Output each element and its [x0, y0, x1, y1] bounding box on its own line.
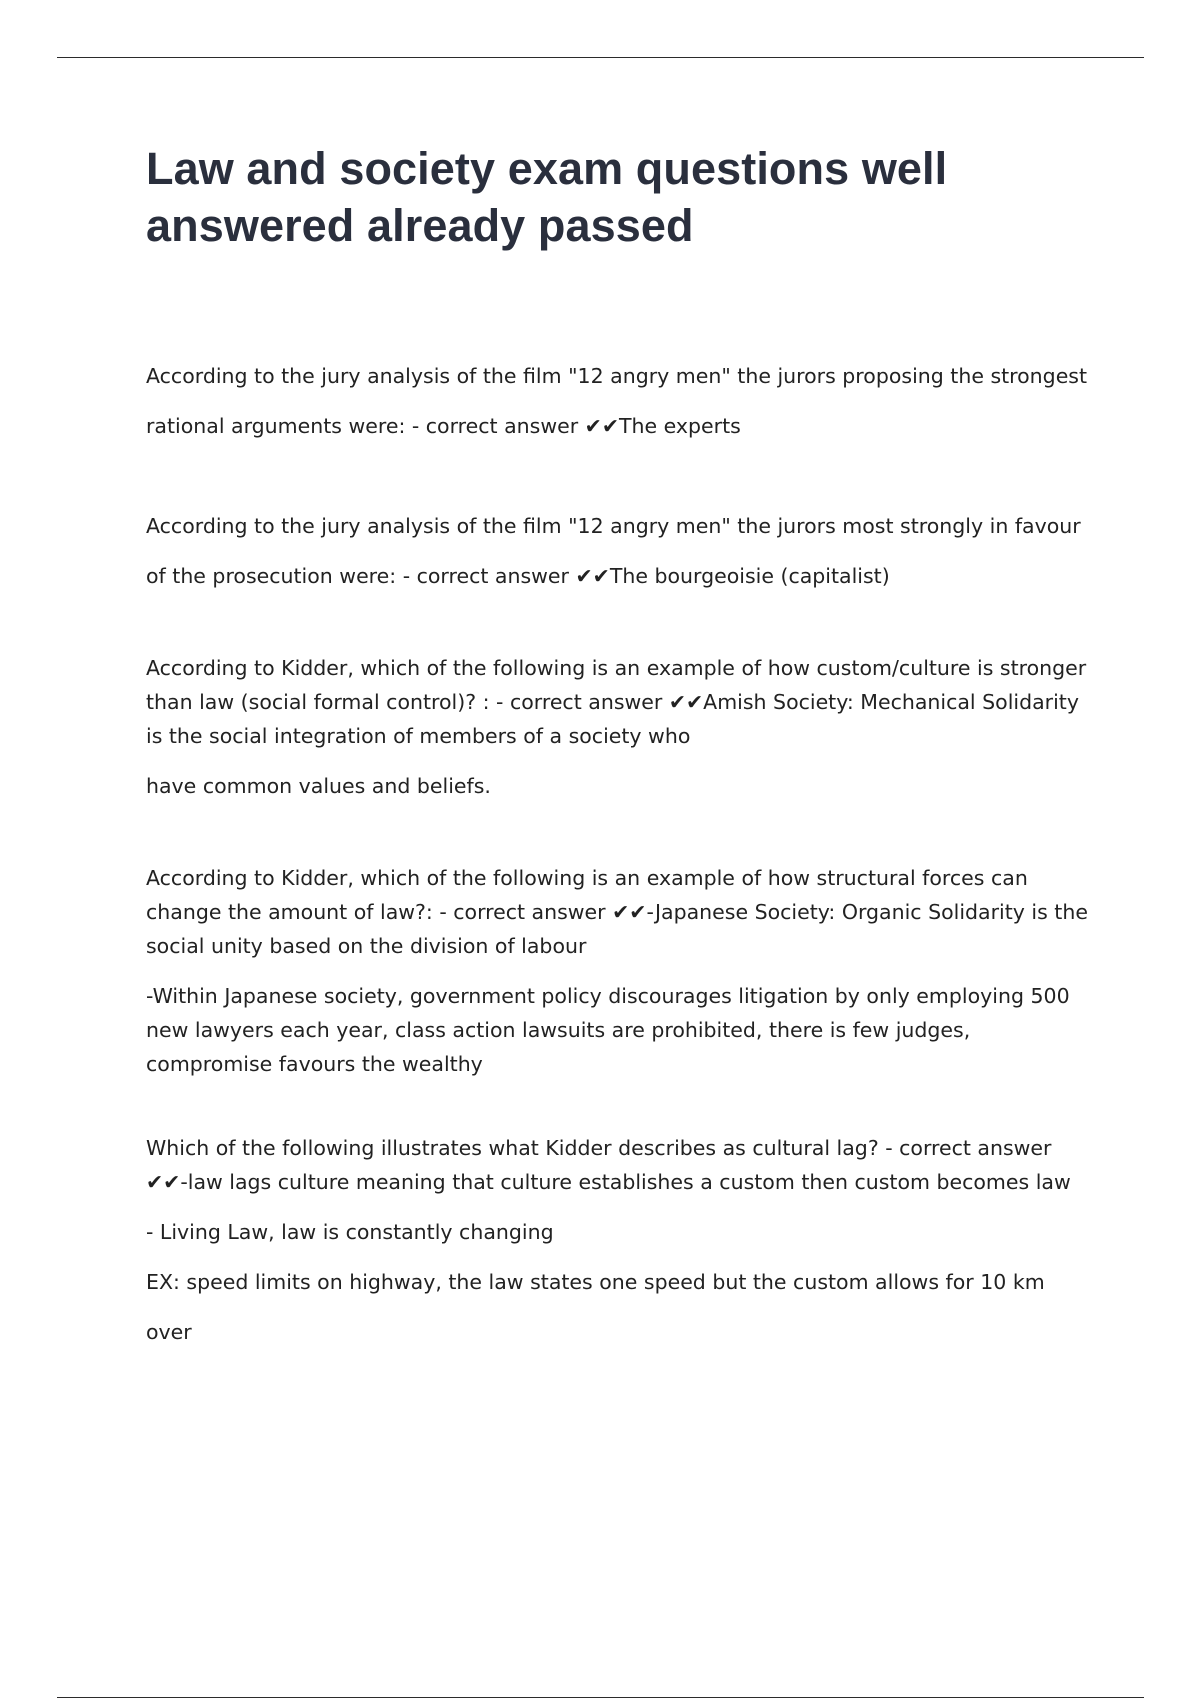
question-item-3 — [146, 651, 1096, 811]
answer-detail: -Within Japanese society, government policy discourages litigation by only employing 500 new lawyers each year, class action lawsuits are prohibited, there is few judges, compromise favours the wealthy — [146, 984, 1070, 1076]
answer-detail: - Living Law, law is constantly changing — [146, 1220, 554, 1244]
question-text: According to the jury analysis of the film "12 angry men" the jurors most strongly in favour of the prosecution were: - correct answer ✔✔The bourgeoisie (capitalist) — [146, 514, 1081, 588]
question-list — [146, 351, 1096, 1357]
top-rule — [57, 57, 1144, 58]
document-body — [146, 140, 1096, 1407]
question-text: According to Kidder, which of the following is an example of how structural forces can change the amount of law?: - correct answer ✔✔-Japanese Society: Organic Solidarity is the social unity based on the division of labour — [146, 866, 1088, 958]
question-item-1 — [146, 351, 1096, 451]
question-text: According to Kidder, which of the following is an example of how custom/culture is stronger than law (social formal control)? : - correct answer ✔✔Amish Society: Mechanical Solidarity is the social integration of members of a society who — [146, 656, 1087, 748]
question-text: Which of the following illustrates what Kidder describes as cultural lag? - correct answer ✔✔-law lags culture meaning that culture establishes a custom then custom becomes law — [146, 1136, 1071, 1194]
question-item-5 — [146, 1131, 1096, 1357]
question-item-4 — [146, 861, 1096, 1081]
answer-example: EX: speed limits on highway, the law states one speed but the custom allows for 10 km over — [146, 1270, 1045, 1344]
question-text: According to the jury analysis of the film "12 angry men" the jurors proposing the strongest rational arguments were: - correct answer ✔✔The experts — [146, 364, 1088, 438]
question-item-2 — [146, 501, 1096, 601]
bottom-rule — [57, 1697, 1144, 1698]
answer-continuation: have common values and beliefs. — [146, 774, 491, 798]
document-title: Law and society exam questions well answered already passed — [146, 143, 948, 251]
